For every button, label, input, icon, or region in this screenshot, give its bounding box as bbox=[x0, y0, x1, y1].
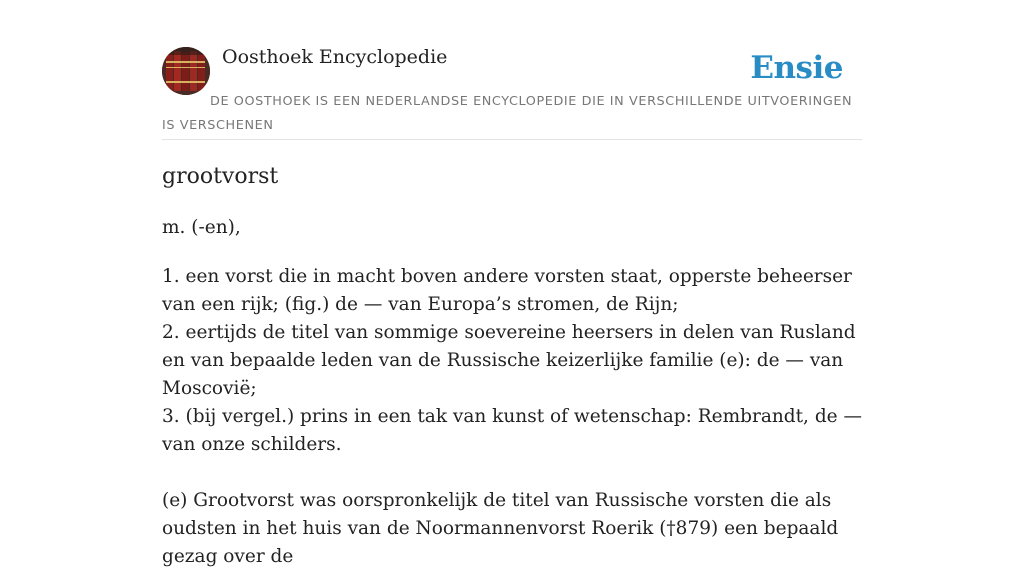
entry-body bbox=[162, 263, 862, 571]
site-tagline: DE OOSTHOEK IS EEN NEDERLANDSE ENCYCLOPEDIE DIE IN VERSCHILLENDE UITVOERINGEN IS VERSCHENEN bbox=[162, 94, 853, 133]
site-name[interactable]: Oosthoek Encyclopedie bbox=[222, 46, 448, 68]
definition-3: 3. (bij vergel.) prins in een tak van kunst of wetenschap: Rembrandt, de — van onze schilders. bbox=[162, 406, 862, 455]
brand-logo[interactable]: Ensie bbox=[750, 50, 843, 86]
entry-title: grootvorst bbox=[162, 164, 279, 189]
entry-note: (e) Grootvorst was oorspronkelijk de titel van Russische vorsten die als oudsten in het huis van de Noormannenvorst Roerik (†879) een bepaald gezag over de bbox=[162, 490, 839, 567]
definition-2: 2. eertijds de titel van sommige soevereine heersers in delen van Rusland en van bepaalde leden van de Russische keizerlijke familie (e): de — van Moscovië; bbox=[162, 322, 856, 399]
header-divider bbox=[162, 139, 862, 140]
entry-grammar: m. (-en), bbox=[162, 217, 241, 238]
encyclopedia-books-icon bbox=[162, 47, 210, 95]
site-avatar[interactable] bbox=[162, 47, 210, 95]
definition-1: 1. een vorst die in macht boven andere vorsten staat, opperste beheerser van een rijk; (fig.) de — van Europa’s stromen, de Rijn; bbox=[162, 266, 852, 315]
paragraph-gap bbox=[162, 459, 862, 487]
